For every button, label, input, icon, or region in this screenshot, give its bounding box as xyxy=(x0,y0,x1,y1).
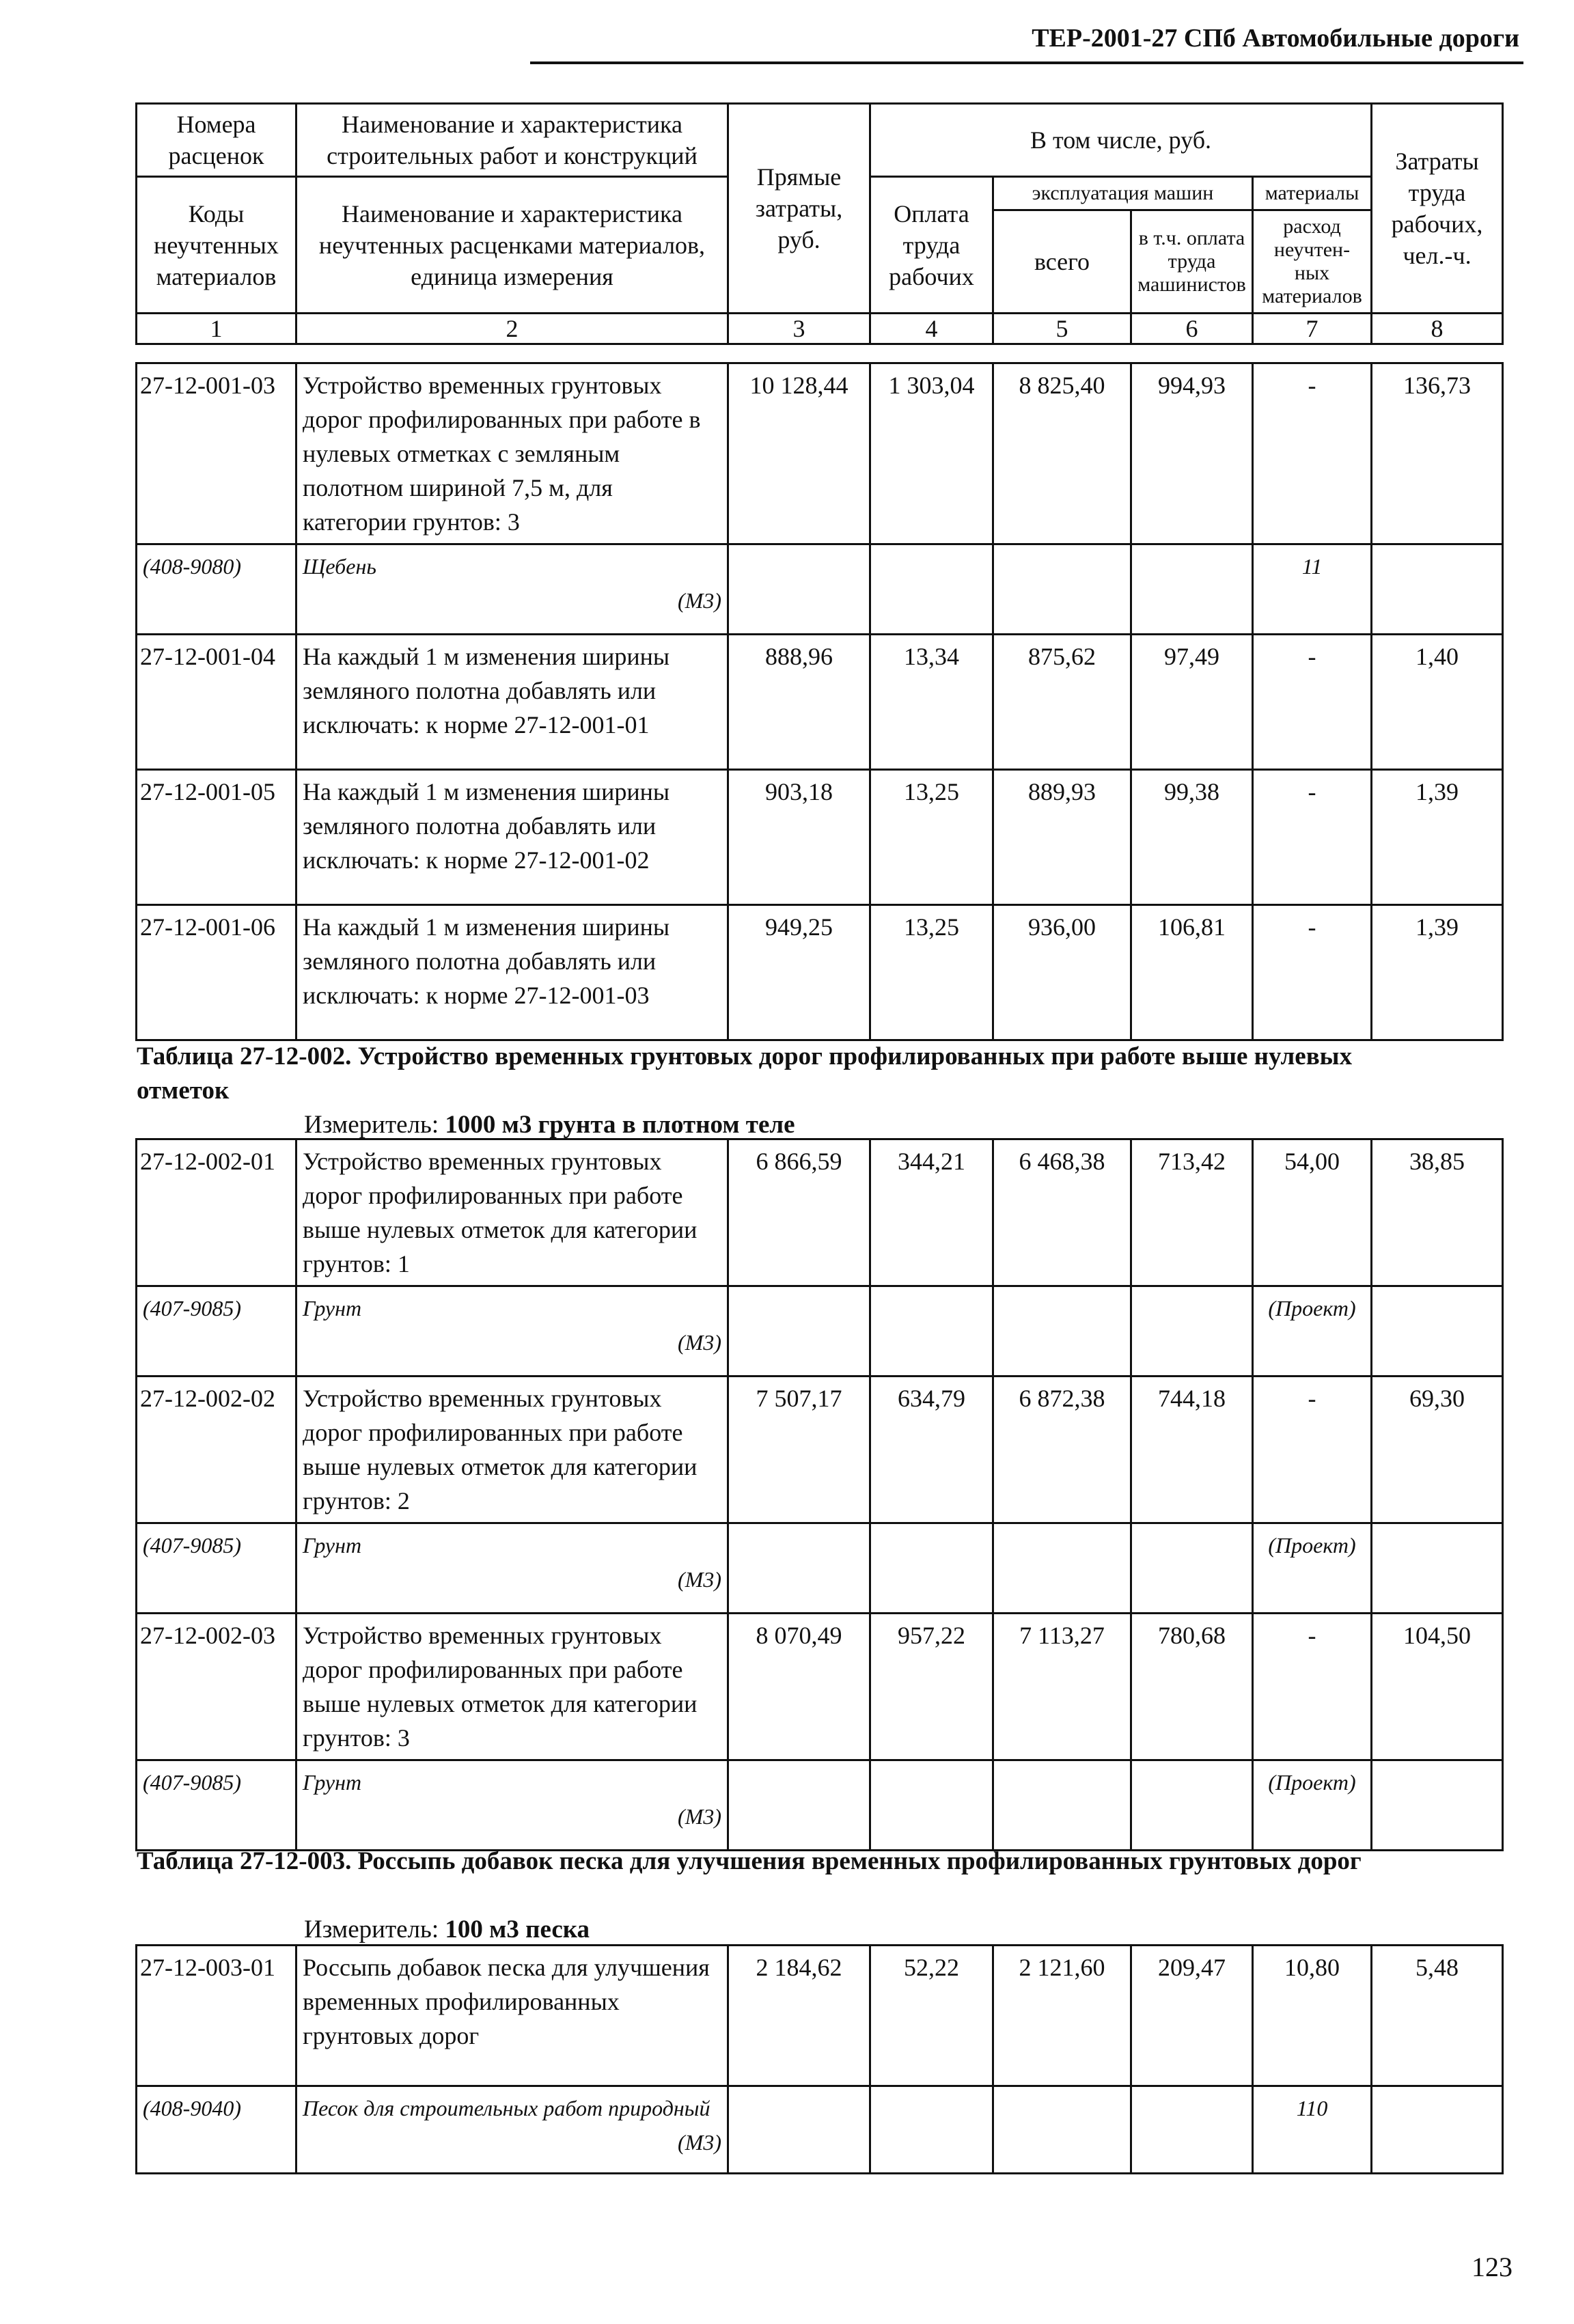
rates-table-002 xyxy=(135,1138,1504,1851)
material-quantity: (Проект) xyxy=(1253,1523,1372,1614)
table-row xyxy=(137,363,1503,544)
rate-description: Устройство временных грунтовых дорог профилированных при работе выше нулевых отметок для категории грунтов: 1 xyxy=(296,1139,728,1286)
machines-total: 6 872,38 xyxy=(993,1377,1131,1523)
measure-value: 100 м3 песка xyxy=(445,1915,590,1943)
rate-code: 27-12-001-06 xyxy=(137,905,296,1040)
col-rate-numbers: Номера расценок xyxy=(137,104,296,177)
machinist-pay: 106,81 xyxy=(1131,905,1253,1040)
header-rule xyxy=(530,61,1523,64)
machines-total: 936,00 xyxy=(993,905,1131,1040)
material-name: Песок для строительных работ природный xyxy=(303,2096,710,2120)
labor-hours: 69,30 xyxy=(1372,1377,1503,1523)
labor-hours: 1,39 xyxy=(1372,905,1503,1040)
machinist-pay: 780,68 xyxy=(1131,1614,1253,1760)
rate-description: На каждый 1 м изменения ширины земляного полотна добавлять или исключать: к норме 27-12-001-03 xyxy=(296,905,728,1040)
labor-hours: 38,85 xyxy=(1372,1139,1503,1286)
rates-table-001 xyxy=(135,362,1504,1041)
material-name: Грунт xyxy=(303,1533,362,1558)
measure-label: Измеритель: xyxy=(304,1111,445,1139)
table-measure-003 xyxy=(304,1913,590,1947)
rate-code: 27-12-001-05 xyxy=(137,770,296,905)
machines-total: 875,62 xyxy=(993,635,1131,770)
material-name: Грунт xyxy=(303,1770,362,1795)
table-measure-002 xyxy=(304,1108,795,1142)
rate-description: Россыпь добавок песка для улучшения временных профилированных грунтовых дорог xyxy=(296,1946,728,2086)
material-usage: - xyxy=(1253,635,1372,770)
table-row xyxy=(137,1377,1503,1523)
machinist-pay: 99,38 xyxy=(1131,770,1253,905)
machines-total: 8 825,40 xyxy=(993,363,1131,544)
table-row xyxy=(137,1614,1503,1760)
direct-costs: 6 866,59 xyxy=(728,1139,870,1286)
machinist-pay: 994,93 xyxy=(1131,363,1253,544)
material-code: (408-9080) xyxy=(137,544,296,635)
direct-costs: 10 128,44 xyxy=(728,363,870,544)
rate-code: 27-12-002-01 xyxy=(137,1139,296,1286)
rate-code: 27-12-002-02 xyxy=(137,1377,296,1523)
rate-code: 27-12-001-04 xyxy=(137,635,296,770)
material-usage: - xyxy=(1253,1377,1372,1523)
direct-costs: 949,25 xyxy=(728,905,870,1040)
rate-code: 27-12-003-01 xyxy=(137,1946,296,2086)
machines-total: 2 121,60 xyxy=(993,1946,1131,2086)
table-caption-002: Таблица 27-12-002. Устройство временных грунтовых дорог профилированных при работе выше нулевых отметок xyxy=(137,1042,1353,1105)
material-unit: (М3) xyxy=(678,2130,721,2155)
material-quantity: (Проект) xyxy=(1253,1760,1372,1851)
rate-description: На каждый 1 м изменения ширины земляного полотна добавлять или исключать: к норме 27-12-001-01 xyxy=(296,635,728,770)
machinist-pay: 209,47 xyxy=(1131,1946,1253,2086)
col-group-materials: материалы xyxy=(1253,177,1372,210)
material-name: Щебень xyxy=(303,554,376,579)
worker-pay: 634,79 xyxy=(870,1377,993,1523)
material-usage: - xyxy=(1253,905,1372,1040)
col-material-usage: расход неучтен-ных материалов xyxy=(1253,210,1372,314)
col-group-including: В том числе, руб. xyxy=(870,104,1372,177)
page-number: 123 xyxy=(1472,2252,1513,2282)
col-labor-hours: Затраты труда рабочих, чел.-ч. xyxy=(1372,104,1503,314)
col-worker-pay: Оплата труда рабочих xyxy=(870,177,993,314)
column-index-row: 1 2 3 4 5 6 7 8 xyxy=(137,314,1503,344)
col-material-name: Наименование и характеристика неучтенных расценками материалов, единица измерения xyxy=(296,177,728,314)
material-row xyxy=(137,2086,1503,2174)
material-unit: (М3) xyxy=(678,588,721,613)
labor-hours: 136,73 xyxy=(1372,363,1503,544)
worker-pay: 957,22 xyxy=(870,1614,993,1760)
material-quantity: (Проект) xyxy=(1253,1286,1372,1377)
worker-pay: 52,22 xyxy=(870,1946,993,2086)
material-name: Грунт xyxy=(303,1296,362,1320)
labor-hours: 1,40 xyxy=(1372,635,1503,770)
rate-code: 27-12-002-03 xyxy=(137,1614,296,1760)
material-row xyxy=(137,1523,1503,1614)
material-code: (407-9085) xyxy=(137,1523,296,1614)
column-header-table xyxy=(135,102,1504,345)
worker-pay: 13,34 xyxy=(870,635,993,770)
material-unit: (М3) xyxy=(678,1567,721,1592)
direct-costs: 2 184,62 xyxy=(728,1946,870,2086)
rate-description: Устройство временных грунтовых дорог профилированных при работе в нулевых отметках с земляным полотном шириной 7,5 м, для категории грунтов: 3 xyxy=(296,363,728,544)
rates-table-003 xyxy=(135,1944,1504,2174)
worker-pay: 13,25 xyxy=(870,770,993,905)
col-group-machines: эксплуатация машин xyxy=(993,177,1253,210)
material-unit: (М3) xyxy=(678,1804,721,1829)
machines-total: 7 113,27 xyxy=(993,1614,1131,1760)
machinist-pay: 744,18 xyxy=(1131,1377,1253,1523)
material-usage: - xyxy=(1253,1614,1372,1760)
col-machines-total: всего xyxy=(993,210,1131,314)
table-row xyxy=(137,1139,1503,1286)
material-code: (407-9085) xyxy=(137,1286,296,1377)
col-material-codes: Коды неучтенных материалов xyxy=(137,177,296,314)
material-code: (408-9040) xyxy=(137,2086,296,2174)
material-code: (407-9085) xyxy=(137,1760,296,1851)
rate-description: Устройство временных грунтовых дорог профилированных при работе выше нулевых отметок для категории грунтов: 3 xyxy=(296,1614,728,1760)
material-quantity: 11 xyxy=(1253,544,1372,635)
material-usage: 10,80 xyxy=(1253,1946,1372,2086)
measure-value: 1000 м3 грунта в плотном теле xyxy=(445,1111,795,1139)
machines-total: 6 468,38 xyxy=(993,1139,1131,1286)
worker-pay: 344,21 xyxy=(870,1139,993,1286)
labor-hours: 104,50 xyxy=(1372,1614,1503,1760)
direct-costs: 7 507,17 xyxy=(728,1377,870,1523)
material-row xyxy=(137,1286,1503,1377)
col-machinist-pay: в т.ч. оплата труда машинистов xyxy=(1131,210,1253,314)
material-usage: - xyxy=(1253,363,1372,544)
worker-pay: 13,25 xyxy=(870,905,993,1040)
worker-pay: 1 303,04 xyxy=(870,363,993,544)
material-usage: - xyxy=(1253,770,1372,905)
table-caption-003: Таблица 27-12-003. Россыпь добавок песка для улучшения временных профилированных грунтовых дорог xyxy=(137,1847,1362,1875)
machines-total: 889,93 xyxy=(993,770,1131,905)
col-direct-costs: Прямые затраты, руб. xyxy=(728,104,870,314)
machinist-pay: 713,42 xyxy=(1131,1139,1253,1286)
material-row xyxy=(137,544,1503,635)
material-usage: 54,00 xyxy=(1253,1139,1372,1286)
machinist-pay: 97,49 xyxy=(1131,635,1253,770)
rate-code: 27-12-001-03 xyxy=(137,363,296,544)
material-quantity: 110 xyxy=(1253,2086,1372,2174)
rate-description: На каждый 1 м изменения ширины земляного полотна добавлять или исключать: к норме 27-12-001-02 xyxy=(296,770,728,905)
col-work-name: Наименование и характеристика строительных работ и конструкций xyxy=(296,104,728,177)
direct-costs: 903,18 xyxy=(728,770,870,905)
labor-hours: 5,48 xyxy=(1372,1946,1503,2086)
table-row xyxy=(137,770,1503,905)
rate-description: Устройство временных грунтовых дорог профилированных при работе выше нулевых отметок для категории грунтов: 2 xyxy=(296,1377,728,1523)
direct-costs: 8 070,49 xyxy=(728,1614,870,1760)
document-header-title: ТЕР-2001-27 СПб Автомобильные дороги xyxy=(1032,24,1519,53)
table-row xyxy=(137,905,1503,1040)
measure-label: Измеритель: xyxy=(304,1915,445,1943)
material-row xyxy=(137,1760,1503,1851)
direct-costs: 888,96 xyxy=(728,635,870,770)
material-unit: (М3) xyxy=(678,1330,721,1355)
table-row xyxy=(137,635,1503,770)
labor-hours: 1,39 xyxy=(1372,770,1503,905)
table-row xyxy=(137,1946,1503,2086)
